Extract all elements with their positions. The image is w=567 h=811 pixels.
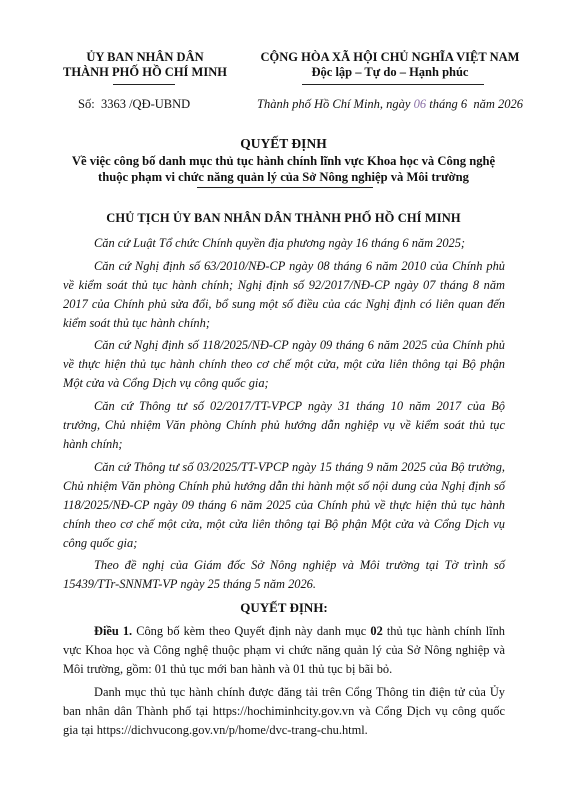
subject-line-1: Về việc công bố danh mục thủ tục hành chính lĩnh vực Khoa học và Công nghệ <box>71 154 496 168</box>
legal-basis-3: Căn cứ Nghị định số 118/2025/NĐ-CP ngày 09 tháng 6 năm 2025 của Chính phủ về thực hiện thủ tục hành chính theo cơ chế một cửa, một cửa liên thông tại Bộ phận Một cửa và Cổng Dịch vụ công quốc gia; <box>63 338 505 391</box>
motto: Độc lập – Tự do – Hạnh phúc <box>311 65 469 79</box>
nation-name: CỘNG HÒA XÃ HỘI CHỦ NGHĨA VIỆT NAM <box>260 50 520 64</box>
date-year-label: năm <box>473 97 495 111</box>
article-1-text-a: Công bố kèm theo Quyết định này danh mục <box>132 624 371 639</box>
date-month: 6 <box>460 97 468 111</box>
authority-line-2: THÀNH PHỐ HỒ CHÍ MINH <box>63 65 227 79</box>
document-subject <box>50 153 517 185</box>
legal-basis-2: Căn cứ Nghị định số 63/2010/NĐ-CP ngày 08 tháng 6 năm 2010 của Chính phủ về kiểm soát thủ tục hành chính; Nghị định số 92/2017/NĐ-CP ngày 07 tháng 8 năm 2017 của Chính phủ sửa đổi, bổ sung một số điều của các Nghị định có liên quan đến kiểm soát thủ tục hành chính; <box>63 258 505 330</box>
subject-underline <box>197 187 373 188</box>
number-suffix: /QĐ-UBND <box>129 97 191 111</box>
document-title: QUYẾT ĐỊNH <box>240 136 327 151</box>
publication-paragraph: Danh mục thủ tục hành chính được đăng tải trên Cổng Thông tin điện tử của Ủy ban nhân dân Thành phố tại https://hochiminhcity.gov.vn và Cổng Dịch vụ công quốc gia tại https://dichvucong.gov.vn/p/home/dvc-trang-chu.html. <box>63 684 505 737</box>
number-label: Số: <box>78 97 95 111</box>
legal-basis-1: Căn cứ Luật Tổ chức Chính quyền địa phương ngày 16 tháng 6 năm 2025; <box>94 236 466 250</box>
article-1-label: Điều 1. <box>94 624 133 639</box>
legal-basis-6: Theo đề nghị của Giám đốc Sở Nông nghiệp và Môi trường tại Tờ trình số 15439/TTr-SNNMT-VP ngày 25 tháng 5 năm 2026. <box>63 558 505 592</box>
decision-heading: QUYẾT ĐỊNH: <box>240 600 328 616</box>
legal-basis-4: Căn cứ Thông tư số 02/2017/TT-VPCP ngày 31 tháng 10 năm 2017 của Bộ trưởng, Chủ nhiệm Văn phòng Chính phủ hướng dẫn nghiệp vụ về kiểm soát thủ tục hành chính; <box>63 399 505 452</box>
national-motto <box>250 50 530 80</box>
document-body <box>63 234 505 744</box>
motto-underline <box>302 84 484 85</box>
article-1 <box>63 622 505 679</box>
date-prefix: Thành phố Hồ Chí Minh, ngày <box>257 97 411 111</box>
date-year: 2026 <box>498 97 523 111</box>
issue-date <box>250 97 530 112</box>
number-value: 3363 <box>100 97 126 111</box>
issuing-authority <box>50 50 240 80</box>
date-month-label: tháng <box>429 97 458 111</box>
authority-line-1: ỦY BAN NHÂN DÂN <box>86 50 204 64</box>
issuer-heading: CHỦ TỊCH ỦY BAN NHÂN DÂN THÀNH PHỐ HỒ CHÍ MINH <box>106 211 461 225</box>
legal-basis-5: Căn cứ Thông tư số 03/2025/TT-VPCP ngày 15 tháng 9 năm 2025 của Bộ trưởng, Chủ nhiệm Văn phòng Chính phủ hướng dẫn thi hành một số nội dung của Nghị định số 118/2025/NĐ-CP ngày 09 tháng 6 năm 2025 của Chính phủ về thực hiện thủ tục hành chính theo cơ chế một cửa, một cửa liên thông tại Bộ phận Một cửa và Cổng Dịch vụ công quốc gia; <box>63 459 505 550</box>
date-day: 06 <box>413 97 427 111</box>
authority-underline <box>113 84 175 85</box>
article-1-text-b: thủ tục hành chính lĩnh vực Khoa học và Công nghệ thuộc phạm vi chức năng quản lý của Sở Nông nghiệp và Môi trường, gồm: 01 thủ tục mới ban hành và 01 thủ tục bị bãi bỏ. <box>63 624 505 677</box>
document-number <box>78 97 190 112</box>
article-1-count: 02 <box>370 624 383 639</box>
subject-line-2: thuộc phạm vi chức năng quản lý của Sở Nông nghiệp và Môi trường <box>98 170 469 184</box>
